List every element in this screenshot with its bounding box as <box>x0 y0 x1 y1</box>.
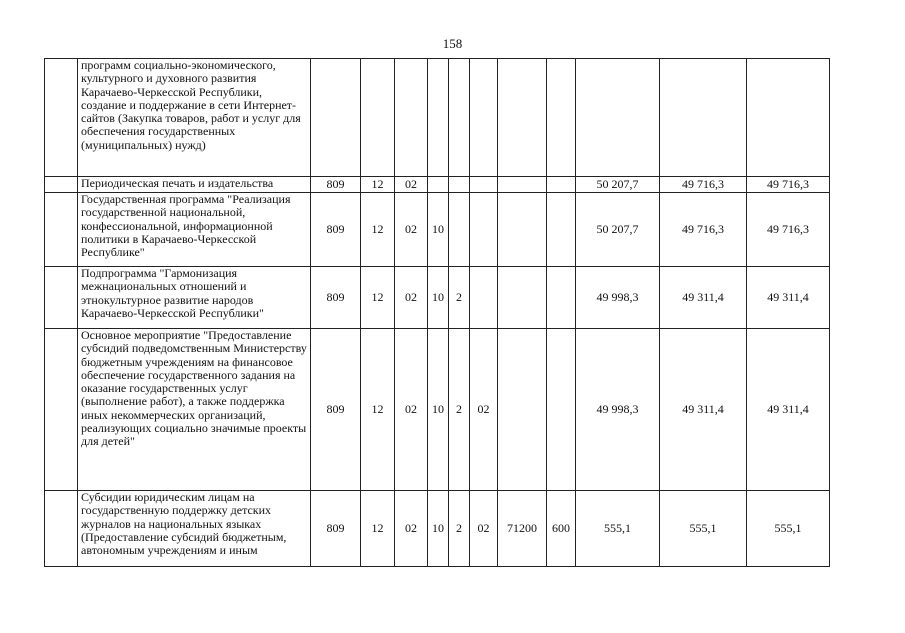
gl-admin-code-cell: 809 <box>311 491 361 567</box>
amount-2025-cell <box>747 59 830 177</box>
gl-admin-code-cell: 809 <box>311 177 361 193</box>
expense-type-code-cell: 600 <box>547 491 576 567</box>
section-code-cell <box>361 59 395 177</box>
program-code-cell: 10 <box>428 193 449 267</box>
row-name-cell: программ социально-экономического, культурного и духовного развития Карачаево-Черкесской Республики, создание и поддержание в сети Интернет-сайтов (Закупка товаров, работ и услуг для обеспечения государственных (муниципальных) нужд) <box>78 59 311 177</box>
program-code-cell: 10 <box>428 329 449 491</box>
table-row <box>45 193 830 267</box>
row-number-cell <box>45 177 78 193</box>
row-name-cell: Субсидии юридическим лицам на государственную поддержку детских журналов на национальных языках (Предоставление субсидий бюджетным, автономным учреждениям и иным <box>78 491 311 567</box>
section-code-cell: 12 <box>361 329 395 491</box>
expense-type-code-cell <box>547 329 576 491</box>
expense-type-code-cell <box>547 177 576 193</box>
direction-code-cell <box>498 329 547 491</box>
row-number-cell <box>45 329 78 491</box>
amount-2025-cell: 49 311,4 <box>747 329 830 491</box>
program-code-cell <box>428 59 449 177</box>
row-number-cell <box>45 193 78 267</box>
row-name-cell: Подпрограмма "Гармонизация межнациональных отношений и этнокультурное развитие народов Карачаево-Черкесской Республики" <box>78 267 311 329</box>
expense-type-code-cell <box>547 59 576 177</box>
amount-2024-cell: 49 716,3 <box>660 177 747 193</box>
table-row <box>45 59 830 177</box>
expense-type-code-cell <box>547 267 576 329</box>
gl-admin-code-cell: 809 <box>311 193 361 267</box>
amount-2023-cell: 555,1 <box>576 491 660 567</box>
gl-admin-code-cell: 809 <box>311 329 361 491</box>
row-number-cell <box>45 491 78 567</box>
direction-code-cell <box>498 267 547 329</box>
row-number-cell <box>45 59 78 177</box>
row-number-cell <box>45 267 78 329</box>
program-code-cell <box>428 177 449 193</box>
subprogram-code-cell: 2 <box>449 267 470 329</box>
amount-2025-cell: 49 716,3 <box>747 177 830 193</box>
direction-code-cell <box>498 59 547 177</box>
table-row <box>45 491 830 567</box>
row-name-cell: Основное мероприятие "Предоставление субсидий подведомственным Министерству бюджетным учреждениям на финансовое обеспечение государственного задания на оказание государственных услуг (выполнение работ), а также поддержка иных некоммерческих организаций, реализующих социально значимые проекты для детей" <box>78 329 311 491</box>
subsection-code-cell <box>395 59 428 177</box>
subprogram-code-cell <box>449 193 470 267</box>
amount-2025-cell: 49 716,3 <box>747 193 830 267</box>
subsection-code-cell: 02 <box>395 329 428 491</box>
subsection-code-cell: 02 <box>395 177 428 193</box>
event-code-cell: 02 <box>470 491 498 567</box>
program-code-cell: 10 <box>428 267 449 329</box>
section-code-cell: 12 <box>361 177 395 193</box>
event-code-cell: 02 <box>470 329 498 491</box>
subprogram-code-cell <box>449 59 470 177</box>
amount-2024-cell: 49 311,4 <box>660 329 747 491</box>
section-code-cell: 12 <box>361 193 395 267</box>
amount-2024-cell: 49 716,3 <box>660 193 747 267</box>
table-row <box>45 177 830 193</box>
subsection-code-cell: 02 <box>395 267 428 329</box>
event-code-cell <box>470 193 498 267</box>
subsection-code-cell: 02 <box>395 193 428 267</box>
budget-table <box>44 58 830 567</box>
event-code-cell <box>470 267 498 329</box>
subprogram-code-cell: 2 <box>449 491 470 567</box>
amount-2023-cell <box>576 59 660 177</box>
subprogram-code-cell <box>449 177 470 193</box>
direction-code-cell <box>498 177 547 193</box>
amount-2024-cell: 555,1 <box>660 491 747 567</box>
row-name-cell: Государственная программа "Реализация государственной национальной, конфессиональной, информационной политики в Карачаево-Черкесской Республике" <box>78 193 311 267</box>
event-code-cell <box>470 177 498 193</box>
amount-2024-cell: 49 311,4 <box>660 267 747 329</box>
event-code-cell <box>470 59 498 177</box>
program-code-cell: 10 <box>428 491 449 567</box>
amount-2023-cell: 49 998,3 <box>576 329 660 491</box>
section-code-cell: 12 <box>361 267 395 329</box>
amount-2023-cell: 49 998,3 <box>576 267 660 329</box>
amount-2025-cell: 49 311,4 <box>747 267 830 329</box>
subprogram-code-cell: 2 <box>449 329 470 491</box>
gl-admin-code-cell: 809 <box>311 267 361 329</box>
direction-code-cell <box>498 193 547 267</box>
amount-2025-cell: 555,1 <box>747 491 830 567</box>
section-code-cell: 12 <box>361 491 395 567</box>
amount-2024-cell <box>660 59 747 177</box>
table-row <box>45 329 830 491</box>
row-name-cell: Периодическая печать и издательства <box>78 177 311 193</box>
subsection-code-cell: 02 <box>395 491 428 567</box>
amount-2023-cell: 50 207,7 <box>576 193 660 267</box>
direction-code-cell: 71200 <box>498 491 547 567</box>
gl-admin-code-cell <box>311 59 361 177</box>
page-number: 158 <box>442 36 463 51</box>
amount-2023-cell: 50 207,7 <box>576 177 660 193</box>
expense-type-code-cell <box>547 193 576 267</box>
table-row <box>45 267 830 329</box>
